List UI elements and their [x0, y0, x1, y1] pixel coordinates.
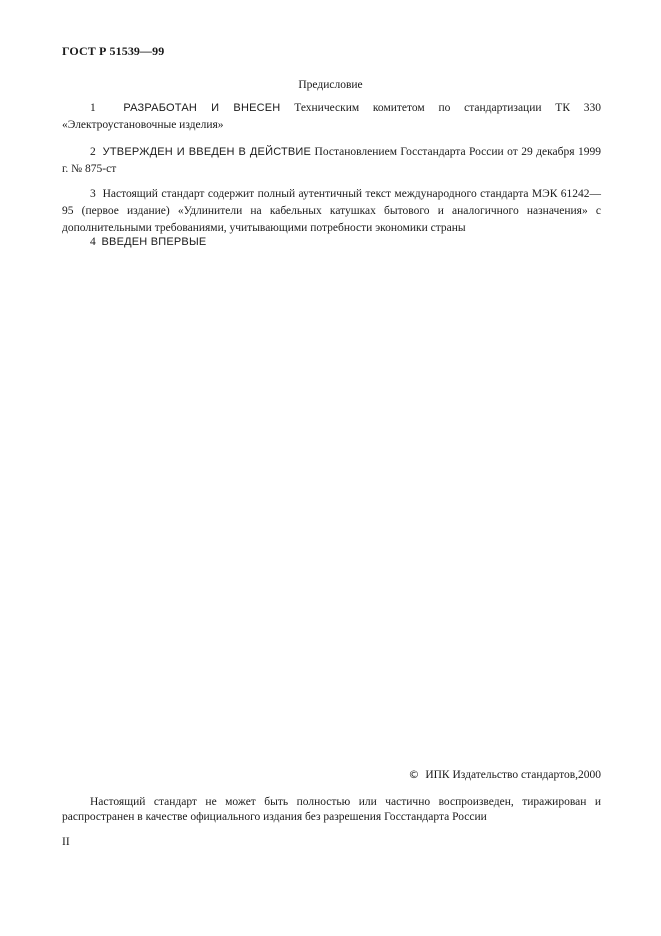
paragraph-4	[62, 234, 601, 251]
document-header: ГОСТ Р 51539—99	[62, 44, 165, 58]
paragraph-text: Настоящий стандарт содержит полный аутентичный текст международного стандарта МЭК 61242—95 (первое издание) «Удлинители на кабельных катушках бытового и аналогичного назначения» с дополнительными требованиями, учитывающими потребности экономики страны	[62, 188, 602, 234]
paragraph-caps: РАЗРАБОТАН И ВНЕСЕН	[123, 102, 281, 114]
paragraph-number: 4	[90, 236, 96, 248]
paragraph-text: Постановлением Госстандарта России от 29 декабря 1999 г. № 875-ст	[62, 146, 602, 175]
paragraph-number: 1	[90, 102, 96, 114]
copyright-line	[0, 768, 601, 781]
copyright-text: ИПК Издательство стандартов,2000	[425, 769, 601, 781]
paragraph-caps: ВВЕДЕН ВПЕРВЫЕ	[101, 236, 207, 248]
paragraph-caps: УТВЕРЖДЕН И ВВЕДЕН В ДЕЙСТВИЕ	[102, 146, 312, 158]
page-number: II	[62, 836, 70, 848]
section-title: Предисловие	[298, 79, 363, 91]
reproduction-notice: Настоящий стандарт не может быть полностью или частично воспроизведен, тиражирован и распространен в качестве официального издания без разрешения Госстандарта России	[62, 796, 601, 823]
paragraph-text: Техническим комитетом по стандартизации ТК 330 «Электроустановочные изделия»	[62, 102, 602, 131]
paragraph-number: 3	[90, 188, 96, 200]
paragraph-1	[62, 100, 601, 134]
paragraph-number: 2	[90, 146, 96, 158]
paragraph-2	[62, 144, 601, 178]
paragraph-3	[62, 186, 601, 237]
copyright-symbol: ©	[408, 768, 420, 781]
